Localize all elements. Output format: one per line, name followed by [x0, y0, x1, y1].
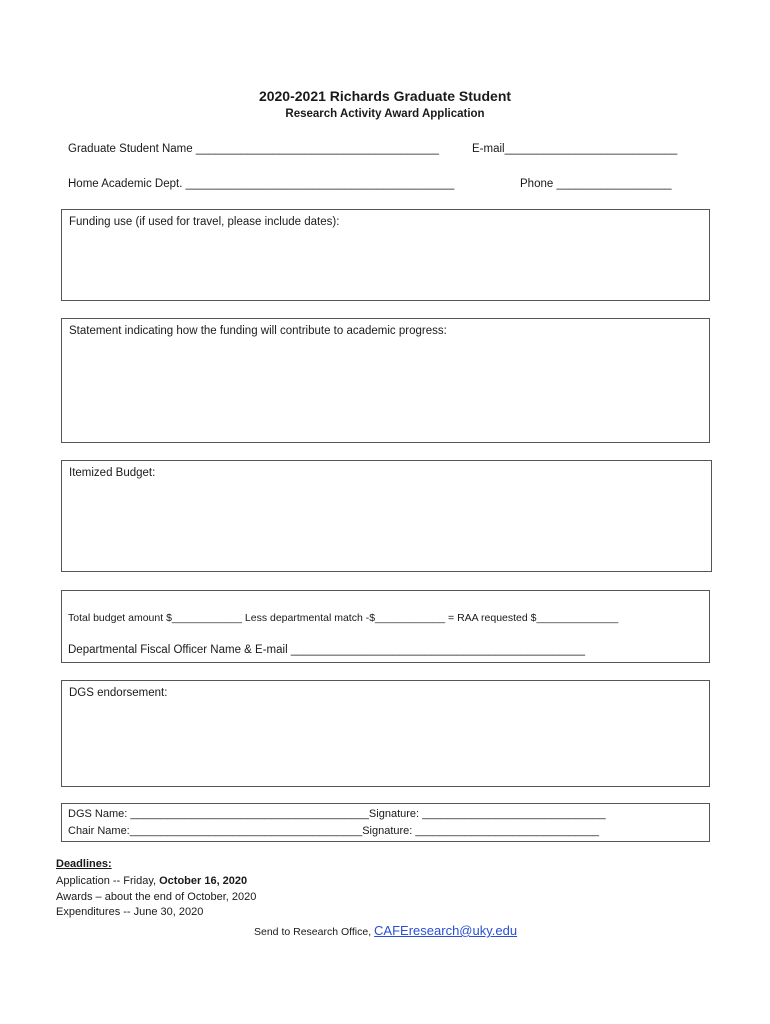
- dgs-endorsement-box[interactable]: [61, 680, 710, 787]
- phone-field[interactable]: Phone __________________: [520, 178, 672, 190]
- email-field[interactable]: E-mail___________________________: [472, 143, 678, 155]
- signatures-box: [61, 803, 710, 842]
- dgs-endorsement-label: DGS endorsement:: [69, 687, 168, 699]
- deadlines-heading: Deadlines:: [56, 858, 112, 870]
- dgs-name-line[interactable]: DGS Name: _______________________________________Signature: ______________________________: [68, 808, 606, 820]
- fiscal-officer-line[interactable]: Departmental Fiscal Officer Name & E-mail ______________________________________________: [68, 644, 586, 656]
- deadline-application: [56, 875, 247, 887]
- statement-label: Statement indicating how the funding will contribute to academic progress:: [69, 325, 447, 337]
- page-title: 2020-2021 Richards Graduate Student: [258, 88, 512, 104]
- research-office-email-link[interactable]: CAFEresearch@uky.edu: [374, 923, 518, 938]
- deadline-expenditures: Expenditures -- June 30, 2020: [56, 906, 204, 918]
- itemized-budget-label: Itemized Budget:: [69, 467, 156, 479]
- budget-summary-box: [61, 590, 710, 663]
- send-to-text: Send to Research Office,: [254, 926, 375, 938]
- student-name-field[interactable]: Graduate Student Name ______________________________________: [68, 143, 439, 155]
- deadline-application-prefix: Application -- Friday,: [56, 875, 160, 887]
- deadline-application-date: October 16, 2020: [159, 875, 248, 887]
- chair-name-line[interactable]: Chair Name:______________________________________Signature: ______________________________: [68, 825, 599, 837]
- total-budget-line[interactable]: Total budget amount $____________ Less departmental match -$____________ = RAA requested $______________: [68, 612, 619, 624]
- itemized-budget-box[interactable]: [61, 460, 712, 572]
- funding-use-label: Funding use (if used for travel, please include dates):: [69, 216, 340, 228]
- page-subtitle: Research Activity Award Application: [285, 108, 485, 120]
- statement-box[interactable]: [61, 318, 710, 443]
- home-dept-field[interactable]: Home Academic Dept. __________________________________________: [68, 178, 455, 190]
- send-to-line: [254, 922, 517, 940]
- funding-use-box[interactable]: [61, 209, 710, 301]
- deadline-awards: Awards – about the end of October, 2020: [56, 891, 257, 903]
